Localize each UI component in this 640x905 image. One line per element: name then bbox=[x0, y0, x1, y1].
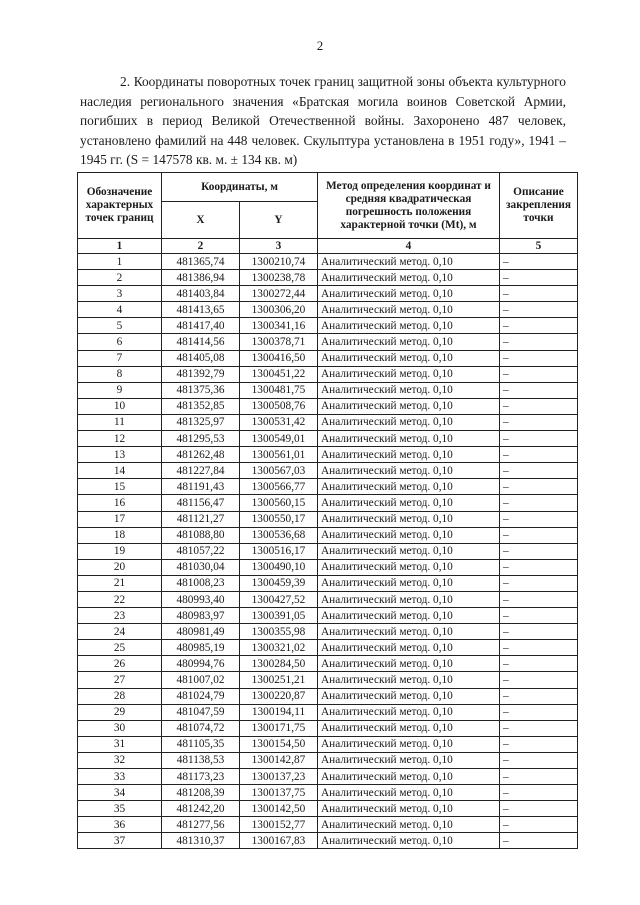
method-cell: Аналитический метод. 0,10 bbox=[318, 270, 500, 286]
description-cell: – bbox=[500, 543, 578, 559]
point-number-cell: 25 bbox=[78, 640, 162, 656]
method-cell: Аналитический метод. 0,10 bbox=[318, 785, 500, 801]
method-cell: Аналитический метод. 0,10 bbox=[318, 688, 500, 704]
point-number-cell: 21 bbox=[78, 575, 162, 591]
table-row bbox=[78, 366, 578, 382]
y-coordinate-cell: 1300355,98 bbox=[240, 624, 318, 640]
method-cell: Аналитический метод. 0,10 bbox=[318, 656, 500, 672]
x-coordinate-cell: 480993,40 bbox=[162, 591, 240, 607]
method-cell: Аналитический метод. 0,10 bbox=[318, 479, 500, 495]
method-cell: Аналитический метод. 0,10 bbox=[318, 382, 500, 398]
description-cell: – bbox=[500, 704, 578, 720]
description-cell: – bbox=[500, 559, 578, 575]
x-coordinate-cell: 481138,53 bbox=[162, 752, 240, 768]
table-row bbox=[78, 688, 578, 704]
method-cell: Аналитический метод. 0,10 bbox=[318, 398, 500, 414]
y-coordinate-cell: 1300142,50 bbox=[240, 801, 318, 817]
point-number-cell: 19 bbox=[78, 543, 162, 559]
method-cell: Аналитический метод. 0,10 bbox=[318, 833, 500, 849]
table-row bbox=[78, 382, 578, 398]
y-coordinate-cell: 1300167,83 bbox=[240, 833, 318, 849]
point-number-cell: 4 bbox=[78, 302, 162, 318]
method-cell: Аналитический метод. 0,10 bbox=[318, 608, 500, 624]
description-cell: – bbox=[500, 801, 578, 817]
header-y: Y bbox=[240, 202, 318, 239]
x-coordinate-cell: 481047,59 bbox=[162, 704, 240, 720]
x-coordinate-cell: 481295,53 bbox=[162, 431, 240, 447]
method-cell: Аналитический метод. 0,10 bbox=[318, 302, 500, 318]
table-row bbox=[78, 575, 578, 591]
point-number-cell: 7 bbox=[78, 350, 162, 366]
point-number-cell: 37 bbox=[78, 833, 162, 849]
coordinates-table bbox=[77, 172, 578, 849]
y-coordinate-cell: 1300490,10 bbox=[240, 559, 318, 575]
point-number-cell: 3 bbox=[78, 286, 162, 302]
point-number-cell: 16 bbox=[78, 495, 162, 511]
description-cell: – bbox=[500, 527, 578, 543]
table-row bbox=[78, 656, 578, 672]
y-coordinate-cell: 1300220,87 bbox=[240, 688, 318, 704]
description-cell: – bbox=[500, 575, 578, 591]
point-number-cell: 11 bbox=[78, 414, 162, 430]
x-coordinate-cell: 481057,22 bbox=[162, 543, 240, 559]
y-coordinate-cell: 1300251,21 bbox=[240, 672, 318, 688]
x-coordinate-cell: 480983,97 bbox=[162, 608, 240, 624]
description-cell: – bbox=[500, 254, 578, 270]
y-coordinate-cell: 1300284,50 bbox=[240, 656, 318, 672]
point-number-cell: 9 bbox=[78, 382, 162, 398]
point-number-cell: 12 bbox=[78, 431, 162, 447]
method-cell: Аналитический метод. 0,10 bbox=[318, 624, 500, 640]
x-coordinate-cell: 481121,27 bbox=[162, 511, 240, 527]
x-coordinate-cell: 481375,36 bbox=[162, 382, 240, 398]
point-number-cell: 22 bbox=[78, 591, 162, 607]
description-cell: – bbox=[500, 608, 578, 624]
description-cell: – bbox=[500, 414, 578, 430]
table-row bbox=[78, 801, 578, 817]
column-number-4: 4 bbox=[318, 239, 500, 254]
point-number-cell: 26 bbox=[78, 656, 162, 672]
y-coordinate-cell: 1300427,52 bbox=[240, 591, 318, 607]
method-cell: Аналитический метод. 0,10 bbox=[318, 752, 500, 768]
x-coordinate-cell: 481208,39 bbox=[162, 785, 240, 801]
y-coordinate-cell: 1300171,75 bbox=[240, 720, 318, 736]
table-row bbox=[78, 511, 578, 527]
y-coordinate-cell: 1300378,71 bbox=[240, 334, 318, 350]
description-cell: – bbox=[500, 833, 578, 849]
point-number-cell: 34 bbox=[78, 785, 162, 801]
method-cell: Аналитический метод. 0,10 bbox=[318, 511, 500, 527]
table-row bbox=[78, 559, 578, 575]
description-cell: – bbox=[500, 688, 578, 704]
x-coordinate-cell: 481386,94 bbox=[162, 270, 240, 286]
y-coordinate-cell: 1300194,11 bbox=[240, 704, 318, 720]
point-number-cell: 28 bbox=[78, 688, 162, 704]
table-row bbox=[78, 672, 578, 688]
method-cell: Аналитический метод. 0,10 bbox=[318, 704, 500, 720]
y-coordinate-cell: 1300550,17 bbox=[240, 511, 318, 527]
description-cell: – bbox=[500, 752, 578, 768]
table-row bbox=[78, 527, 578, 543]
method-cell: Аналитический метод. 0,10 bbox=[318, 769, 500, 785]
x-coordinate-cell: 481352,85 bbox=[162, 398, 240, 414]
description-cell: – bbox=[500, 382, 578, 398]
method-cell: Аналитический метод. 0,10 bbox=[318, 543, 500, 559]
header-description: Описание закрепления точки bbox=[500, 173, 578, 239]
header-point-designation: Обозначение характерных точек границ bbox=[78, 173, 162, 239]
method-cell: Аналитический метод. 0,10 bbox=[318, 431, 500, 447]
description-cell: – bbox=[500, 286, 578, 302]
table-row bbox=[78, 624, 578, 640]
x-coordinate-cell: 480994,76 bbox=[162, 656, 240, 672]
y-coordinate-cell: 1300560,15 bbox=[240, 495, 318, 511]
method-cell: Аналитический метод. 0,10 bbox=[318, 350, 500, 366]
table-row bbox=[78, 591, 578, 607]
column-number-1: 1 bbox=[78, 239, 162, 254]
x-coordinate-cell: 481024,79 bbox=[162, 688, 240, 704]
description-cell: – bbox=[500, 463, 578, 479]
method-cell: Аналитический метод. 0,10 bbox=[318, 366, 500, 382]
y-coordinate-cell: 1300341,16 bbox=[240, 318, 318, 334]
table-row bbox=[78, 302, 578, 318]
y-coordinate-cell: 1300516,17 bbox=[240, 543, 318, 559]
method-cell: Аналитический метод. 0,10 bbox=[318, 801, 500, 817]
x-coordinate-cell: 481310,37 bbox=[162, 833, 240, 849]
y-coordinate-cell: 1300272,44 bbox=[240, 286, 318, 302]
table-row bbox=[78, 785, 578, 801]
x-coordinate-cell: 481156,47 bbox=[162, 495, 240, 511]
point-number-cell: 33 bbox=[78, 769, 162, 785]
y-coordinate-cell: 1300531,42 bbox=[240, 414, 318, 430]
description-cell: – bbox=[500, 270, 578, 286]
point-number-cell: 6 bbox=[78, 334, 162, 350]
table-row bbox=[78, 704, 578, 720]
description-cell: – bbox=[500, 511, 578, 527]
table-row bbox=[78, 720, 578, 736]
table-row bbox=[78, 736, 578, 752]
x-coordinate-cell: 481173,23 bbox=[162, 769, 240, 785]
description-cell: – bbox=[500, 447, 578, 463]
table-row bbox=[78, 640, 578, 656]
point-number-cell: 8 bbox=[78, 366, 162, 382]
method-cell: Аналитический метод. 0,10 bbox=[318, 640, 500, 656]
point-number-cell: 1 bbox=[78, 254, 162, 270]
y-coordinate-cell: 1300238,78 bbox=[240, 270, 318, 286]
y-coordinate-cell: 1300137,23 bbox=[240, 769, 318, 785]
y-coordinate-cell: 1300459,39 bbox=[240, 575, 318, 591]
x-coordinate-cell: 481405,08 bbox=[162, 350, 240, 366]
description-cell: – bbox=[500, 431, 578, 447]
column-number-3: 3 bbox=[240, 239, 318, 254]
description-cell: – bbox=[500, 817, 578, 833]
x-coordinate-cell: 481414,56 bbox=[162, 334, 240, 350]
point-number-cell: 10 bbox=[78, 398, 162, 414]
method-cell: Аналитический метод. 0,10 bbox=[318, 720, 500, 736]
table-row bbox=[78, 495, 578, 511]
method-cell: Аналитический метод. 0,10 bbox=[318, 414, 500, 430]
table-row bbox=[78, 334, 578, 350]
y-coordinate-cell: 1300210,74 bbox=[240, 254, 318, 270]
method-cell: Аналитический метод. 0,10 bbox=[318, 254, 500, 270]
y-coordinate-cell: 1300416,50 bbox=[240, 350, 318, 366]
x-coordinate-cell: 481191,43 bbox=[162, 479, 240, 495]
y-coordinate-cell: 1300451,22 bbox=[240, 366, 318, 382]
y-coordinate-cell: 1300566,77 bbox=[240, 479, 318, 495]
y-coordinate-cell: 1300306,20 bbox=[240, 302, 318, 318]
point-number-cell: 36 bbox=[78, 817, 162, 833]
x-coordinate-cell: 480981,49 bbox=[162, 624, 240, 640]
point-number-cell: 14 bbox=[78, 463, 162, 479]
header-x: X bbox=[162, 202, 240, 239]
method-cell: Аналитический метод. 0,10 bbox=[318, 318, 500, 334]
table-row bbox=[78, 479, 578, 495]
table-row bbox=[78, 350, 578, 366]
point-number-cell: 24 bbox=[78, 624, 162, 640]
x-coordinate-cell: 481030,04 bbox=[162, 559, 240, 575]
method-cell: Аналитический метод. 0,10 bbox=[318, 817, 500, 833]
point-number-cell: 15 bbox=[78, 479, 162, 495]
point-number-cell: 18 bbox=[78, 527, 162, 543]
description-cell: – bbox=[500, 624, 578, 640]
description-cell: – bbox=[500, 366, 578, 382]
point-number-cell: 32 bbox=[78, 752, 162, 768]
x-coordinate-cell: 481325,97 bbox=[162, 414, 240, 430]
description-cell: – bbox=[500, 318, 578, 334]
x-coordinate-cell: 481403,84 bbox=[162, 286, 240, 302]
table-row bbox=[78, 752, 578, 768]
x-coordinate-cell: 481105,35 bbox=[162, 736, 240, 752]
description-cell: – bbox=[500, 302, 578, 318]
method-cell: Аналитический метод. 0,10 bbox=[318, 334, 500, 350]
point-number-cell: 20 bbox=[78, 559, 162, 575]
point-number-cell: 27 bbox=[78, 672, 162, 688]
table-row bbox=[78, 833, 578, 849]
table-header bbox=[78, 173, 578, 254]
x-coordinate-cell: 481392,79 bbox=[162, 366, 240, 382]
point-number-cell: 30 bbox=[78, 720, 162, 736]
method-cell: Аналитический метод. 0,10 bbox=[318, 559, 500, 575]
x-coordinate-cell: 481413,65 bbox=[162, 302, 240, 318]
x-coordinate-cell: 481242,20 bbox=[162, 801, 240, 817]
description-cell: – bbox=[500, 736, 578, 752]
table-row bbox=[78, 543, 578, 559]
method-cell: Аналитический метод. 0,10 bbox=[318, 463, 500, 479]
table-row bbox=[78, 398, 578, 414]
description-cell: – bbox=[500, 350, 578, 366]
y-coordinate-cell: 1300391,05 bbox=[240, 608, 318, 624]
x-coordinate-cell: 481088,80 bbox=[162, 527, 240, 543]
y-coordinate-cell: 1300154,50 bbox=[240, 736, 318, 752]
description-cell: – bbox=[500, 479, 578, 495]
point-number-cell: 5 bbox=[78, 318, 162, 334]
page-number: 2 bbox=[316, 38, 324, 53]
x-coordinate-cell: 481262,48 bbox=[162, 447, 240, 463]
column-number-2: 2 bbox=[162, 239, 240, 254]
y-coordinate-cell: 1300137,75 bbox=[240, 785, 318, 801]
method-cell: Аналитический метод. 0,10 bbox=[318, 672, 500, 688]
y-coordinate-cell: 1300549,01 bbox=[240, 431, 318, 447]
y-coordinate-cell: 1300536,68 bbox=[240, 527, 318, 543]
table-row bbox=[78, 608, 578, 624]
description-cell: – bbox=[500, 495, 578, 511]
y-coordinate-cell: 1300567,03 bbox=[240, 463, 318, 479]
header-coordinates: Координаты, м bbox=[162, 173, 318, 202]
point-number-cell: 2 bbox=[78, 270, 162, 286]
header-method: Метод определения координат и средняя квадратическая погрешность положения характерной точки (Mt), м bbox=[318, 173, 500, 239]
method-cell: Аналитический метод. 0,10 bbox=[318, 736, 500, 752]
description-cell: – bbox=[500, 591, 578, 607]
description-cell: – bbox=[500, 785, 578, 801]
y-coordinate-cell: 1300152,77 bbox=[240, 817, 318, 833]
description-cell: – bbox=[500, 640, 578, 656]
column-number-5: 5 bbox=[500, 239, 578, 254]
table-row bbox=[78, 286, 578, 302]
table-row bbox=[78, 318, 578, 334]
intro-paragraph: 2. Координаты поворотных точек границ защитной зоны объекта культурного наследия регионального значения «Братская могила воинов Советской Армии, погибших в период Великой Отечественной войны. Захоронено 487 человек, установлено фамилий на 448 человек. Скульптура установлена в 1951 году», 1941 – 1945 гг. (S = 147578 кв. м. ± 134 кв. м) bbox=[80, 74, 566, 168]
y-coordinate-cell: 1300508,76 bbox=[240, 398, 318, 414]
method-cell: Аналитический метод. 0,10 bbox=[318, 447, 500, 463]
method-cell: Аналитический метод. 0,10 bbox=[318, 495, 500, 511]
point-number-cell: 13 bbox=[78, 447, 162, 463]
method-cell: Аналитический метод. 0,10 bbox=[318, 575, 500, 591]
method-cell: Аналитический метод. 0,10 bbox=[318, 591, 500, 607]
description-cell: – bbox=[500, 398, 578, 414]
description-cell: – bbox=[500, 720, 578, 736]
point-number-cell: 31 bbox=[78, 736, 162, 752]
y-coordinate-cell: 1300561,01 bbox=[240, 447, 318, 463]
x-coordinate-cell: 481008,23 bbox=[162, 575, 240, 591]
y-coordinate-cell: 1300142,87 bbox=[240, 752, 318, 768]
table-row bbox=[78, 447, 578, 463]
table-row bbox=[78, 769, 578, 785]
point-number-cell: 23 bbox=[78, 608, 162, 624]
method-cell: Аналитический метод. 0,10 bbox=[318, 527, 500, 543]
x-coordinate-cell: 481074,72 bbox=[162, 720, 240, 736]
table-row bbox=[78, 463, 578, 479]
description-cell: – bbox=[500, 656, 578, 672]
point-number-cell: 17 bbox=[78, 511, 162, 527]
x-coordinate-cell: 481365,74 bbox=[162, 254, 240, 270]
y-coordinate-cell: 1300481,75 bbox=[240, 382, 318, 398]
x-coordinate-cell: 481417,40 bbox=[162, 318, 240, 334]
table-row bbox=[78, 414, 578, 430]
y-coordinate-cell: 1300321,02 bbox=[240, 640, 318, 656]
x-coordinate-cell: 481007,02 bbox=[162, 672, 240, 688]
table-body bbox=[78, 254, 578, 849]
point-number-cell: 35 bbox=[78, 801, 162, 817]
table-row bbox=[78, 254, 578, 270]
table-row bbox=[78, 270, 578, 286]
table-row bbox=[78, 817, 578, 833]
description-cell: – bbox=[500, 672, 578, 688]
description-cell: – bbox=[500, 769, 578, 785]
x-coordinate-cell: 480985,19 bbox=[162, 640, 240, 656]
x-coordinate-cell: 481277,56 bbox=[162, 817, 240, 833]
point-number-cell: 29 bbox=[78, 704, 162, 720]
table-row bbox=[78, 431, 578, 447]
method-cell: Аналитический метод. 0,10 bbox=[318, 286, 500, 302]
description-cell: – bbox=[500, 334, 578, 350]
x-coordinate-cell: 481227,84 bbox=[162, 463, 240, 479]
